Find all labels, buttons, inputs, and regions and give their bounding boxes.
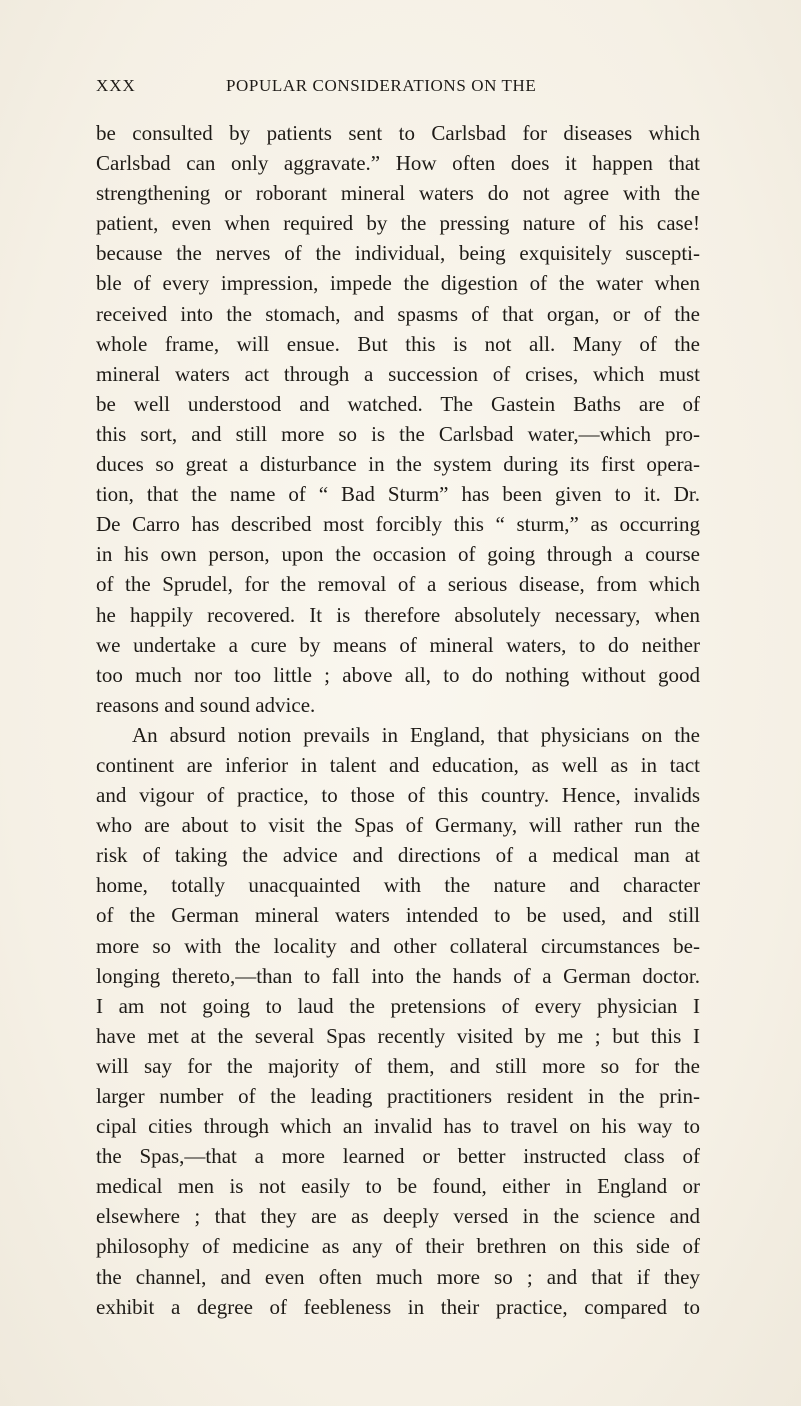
text-line: exhibit a degree of feebleness in their practice, compared to [96,1294,700,1319]
text-line: because the nerves of the individual, being exquisitely suscepti- [96,241,700,266]
page-header [96,76,696,100]
text-line: received into the stomach, and spasms of that organ, or of the [96,301,700,326]
body-text [96,118,700,1322]
text-line: he happily recovered. It is therefore absolutely necessary, when [96,602,700,627]
text-line: cipal cities through which an invalid has to travel on his way to [96,1114,700,1139]
text-line: elsewhere ; that they are as deeply versed in the science and [96,1204,700,1229]
text-line: duces so great a disturbance in the system during its first opera- [96,452,700,477]
text-line: longing thereto,—than to fall into the hands of a German doctor. [96,963,700,988]
text-line: the channel, and even often much more so ; and that if they [96,1264,700,1289]
text-line: I am not going to laud the pretensions of every physician I [96,993,700,1018]
text-line: in his own person, upon the occasion of going through a course [96,542,700,567]
text-line: have met at the several Spas recently visited by me ; but this I [96,1023,700,1048]
paragraph-start-line: An absurd notion prevails in England, that physicians on the [132,722,700,747]
page-number: XXX [96,76,136,95]
text-line: of the German mineral waters intended to be used, and still [96,903,700,928]
text-line: patient, even when required by the pressing nature of his case! [96,211,700,236]
text-line: be consulted by patients sent to Carlsbad for diseases which [96,121,700,145]
text-line: strengthening or roborant mineral waters do not agree with the [96,181,700,206]
text-line: home, totally unacquainted with the nature and character [96,873,700,898]
text-line: be well understood and watched. The Gastein Baths are of [96,391,700,416]
text-line: medical men is not easily to be found, either in England or [96,1174,700,1199]
text-line: who are about to visit the Spas of Germany, will rather run the [96,813,700,838]
text-line: De Carro has described most forcibly this “ sturm,” as occurring [96,512,700,537]
text-line: continent are inferior in talent and education, as well as in tact [96,752,700,777]
text-line: of the Sprudel, for the removal of a serious disease, from which [96,572,700,597]
text-line: tion, that the name of “ Bad Sturm” has been given to it. Dr. [96,482,700,507]
text-line: Carlsbad can only aggravate.” How often does it happen that [96,151,700,176]
text-line: more so with the locality and other collateral circumstances be- [96,933,700,958]
text-line: mineral waters act through a succession of crises, which must [96,361,700,386]
running-head: POPULAR CONSIDERATIONS ON THE [226,76,537,95]
text-line: too much nor too little ; above all, to do nothing without good [96,662,700,687]
text-line: risk of taking the advice and directions of a medical man at [96,843,700,868]
text-line: ble of every impression, impede the digestion of the water when [96,271,700,296]
text-line: and vigour of practice, to those of this country. Hence, invalids [96,783,700,808]
text-line: will say for the majority of them, and still more so for the [96,1053,700,1078]
paragraph-end-line: reasons and sound advice. [96,692,316,717]
text-line: we undertake a cure by means of mineral waters, to do neither [96,632,700,657]
text-line: whole frame, will ensue. But this is not all. Many of the [96,331,700,356]
text-line: larger number of the leading practitioners resident in the prin- [96,1084,700,1108]
text-line: the Spas,—that a more learned or better instructed class of [96,1144,700,1169]
text-line: this sort, and still more so is the Carlsbad water,—which pro- [96,421,700,446]
text-line: philosophy of medicine as any of their brethren on this side of [96,1234,700,1259]
